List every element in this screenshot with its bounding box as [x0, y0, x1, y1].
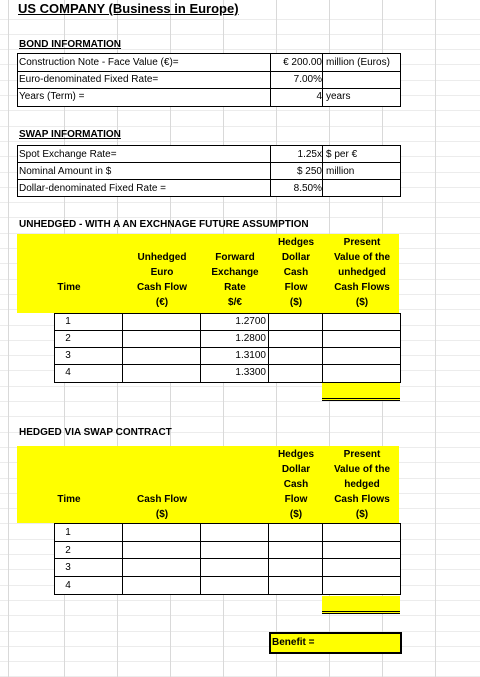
- page-title: US COMPANY (Business in Europe): [18, 1, 239, 16]
- hedged-col-hedges-l4: Flow: [284, 494, 308, 505]
- swap-heading: SWAP INFORMATION: [19, 129, 121, 140]
- hedged-col-cf-l2: ($): [155, 509, 169, 520]
- benefit-cell[interactable]: [269, 632, 402, 654]
- swap-nominal-label: Nominal Amount in $: [19, 166, 112, 177]
- unhedged-rate-2[interactable]: 1.2800: [235, 333, 266, 344]
- hedged-col-pv-l2: Value of the: [333, 464, 391, 475]
- benefit-label: Benefit =: [272, 637, 315, 648]
- bond-face-value[interactable]: € 200.00: [283, 57, 322, 68]
- bond-heading: BOND INFORMATION: [19, 39, 122, 50]
- swap-spot-rate-unit: $ per €: [326, 149, 358, 160]
- hedged-time-4: 4: [65, 580, 71, 591]
- hedged-col-hedges-l5: ($): [289, 509, 303, 520]
- hedged-col-hedges-l3: Cash: [283, 479, 309, 490]
- unhedged-col-hedges-l5: ($): [289, 297, 303, 308]
- unhedged-col-time: Time: [57, 282, 81, 293]
- bond-fixed-rate-label: Euro-denominated Fixed Rate=: [19, 74, 159, 85]
- hedged-heading: HEDGED VIA SWAP CONTRACT: [19, 427, 172, 438]
- unhedged-col-euro-l4: (€): [155, 297, 169, 308]
- unhedged-time-1: 1: [65, 316, 71, 327]
- swap-dollar-rate-label: Dollar-denominated Fixed Rate =: [19, 183, 167, 194]
- hedged-body: [54, 523, 401, 595]
- unhedged-col-forward-l4: $/€: [228, 297, 242, 308]
- unhedged-col-hedges-l1: Hedges: [277, 237, 315, 248]
- unhedged-col-hedges-l2: Dollar: [281, 252, 311, 263]
- hedged-col-time: Time: [57, 494, 81, 505]
- swap-nominal-unit: million: [326, 166, 355, 177]
- hedged-time-3: 3: [65, 562, 71, 573]
- unhedged-col-forward-l3: Rate: [224, 282, 246, 293]
- unhedged-heading: UNHEDGED - WITH A AN EXCHNAGE FUTURE ASSUMPTION: [19, 219, 309, 230]
- hedged-col-pv-l5: ($): [355, 509, 369, 520]
- swap-dollar-rate[interactable]: 8.50%: [293, 183, 322, 194]
- unhedged-time-4: 4: [65, 367, 71, 378]
- hedged-total-cell[interactable]: [322, 596, 400, 614]
- unhedged-rate-3[interactable]: 1.3100: [235, 350, 266, 361]
- hedged-time-2: 2: [65, 545, 71, 556]
- hedged-col-cf-l1: Cash Flow: [136, 494, 187, 505]
- swap-spot-rate[interactable]: 1.25x: [297, 149, 322, 160]
- bond-term-label: Years (Term) =: [19, 91, 85, 102]
- unhedged-rate-4[interactable]: 1.3300: [235, 367, 266, 378]
- unhedged-col-hedges-l3: Cash: [283, 267, 309, 278]
- hedged-col-pv-l3: hedged: [344, 479, 380, 490]
- unhedged-rate-1[interactable]: 1.2700: [235, 316, 266, 327]
- unhedged-col-euro-l1: Unhedged: [137, 252, 187, 263]
- unhedged-total-cell[interactable]: [322, 383, 400, 401]
- unhedged-col-hedges-l4: Flow: [284, 282, 308, 293]
- unhedged-col-pv-l5: ($): [355, 297, 369, 308]
- unhedged-col-pv-l2: Value of the: [333, 252, 391, 263]
- unhedged-col-pv-l1: Present: [343, 237, 381, 248]
- unhedged-col-euro-l3: Cash Flow: [136, 282, 187, 293]
- hedged-col-hedges-l1: Hedges: [277, 449, 315, 460]
- unhedged-col-euro-l2: Euro: [150, 267, 174, 278]
- bond-term-unit: years: [326, 91, 351, 102]
- unhedged-col-pv-l4: Cash Flows: [334, 282, 390, 293]
- bond-face-value-label: Construction Note - Face Value (€)=: [19, 57, 179, 68]
- hedged-col-hedges-l2: Dollar: [281, 464, 311, 475]
- unhedged-col-pv-l3: unhedged: [338, 267, 386, 278]
- hedged-col-pv-l1: Present: [343, 449, 381, 460]
- bond-face-value-unit: million (Euros): [326, 57, 390, 68]
- bond-fixed-rate[interactable]: 7.00%: [293, 74, 322, 85]
- bond-term[interactable]: 4: [316, 91, 322, 102]
- unhedged-col-forward-l2: Exchange: [211, 267, 259, 278]
- hedged-time-1: 1: [65, 527, 71, 538]
- unhedged-time-3: 3: [65, 350, 71, 361]
- hedged-col-pv-l4: Cash Flows: [334, 494, 390, 505]
- unhedged-col-forward-l1: Forward: [215, 252, 255, 263]
- swap-spot-rate-label: Spot Exchange Rate=: [19, 149, 117, 160]
- swap-nominal[interactable]: $ 250: [296, 166, 322, 177]
- unhedged-time-2: 2: [65, 333, 71, 344]
